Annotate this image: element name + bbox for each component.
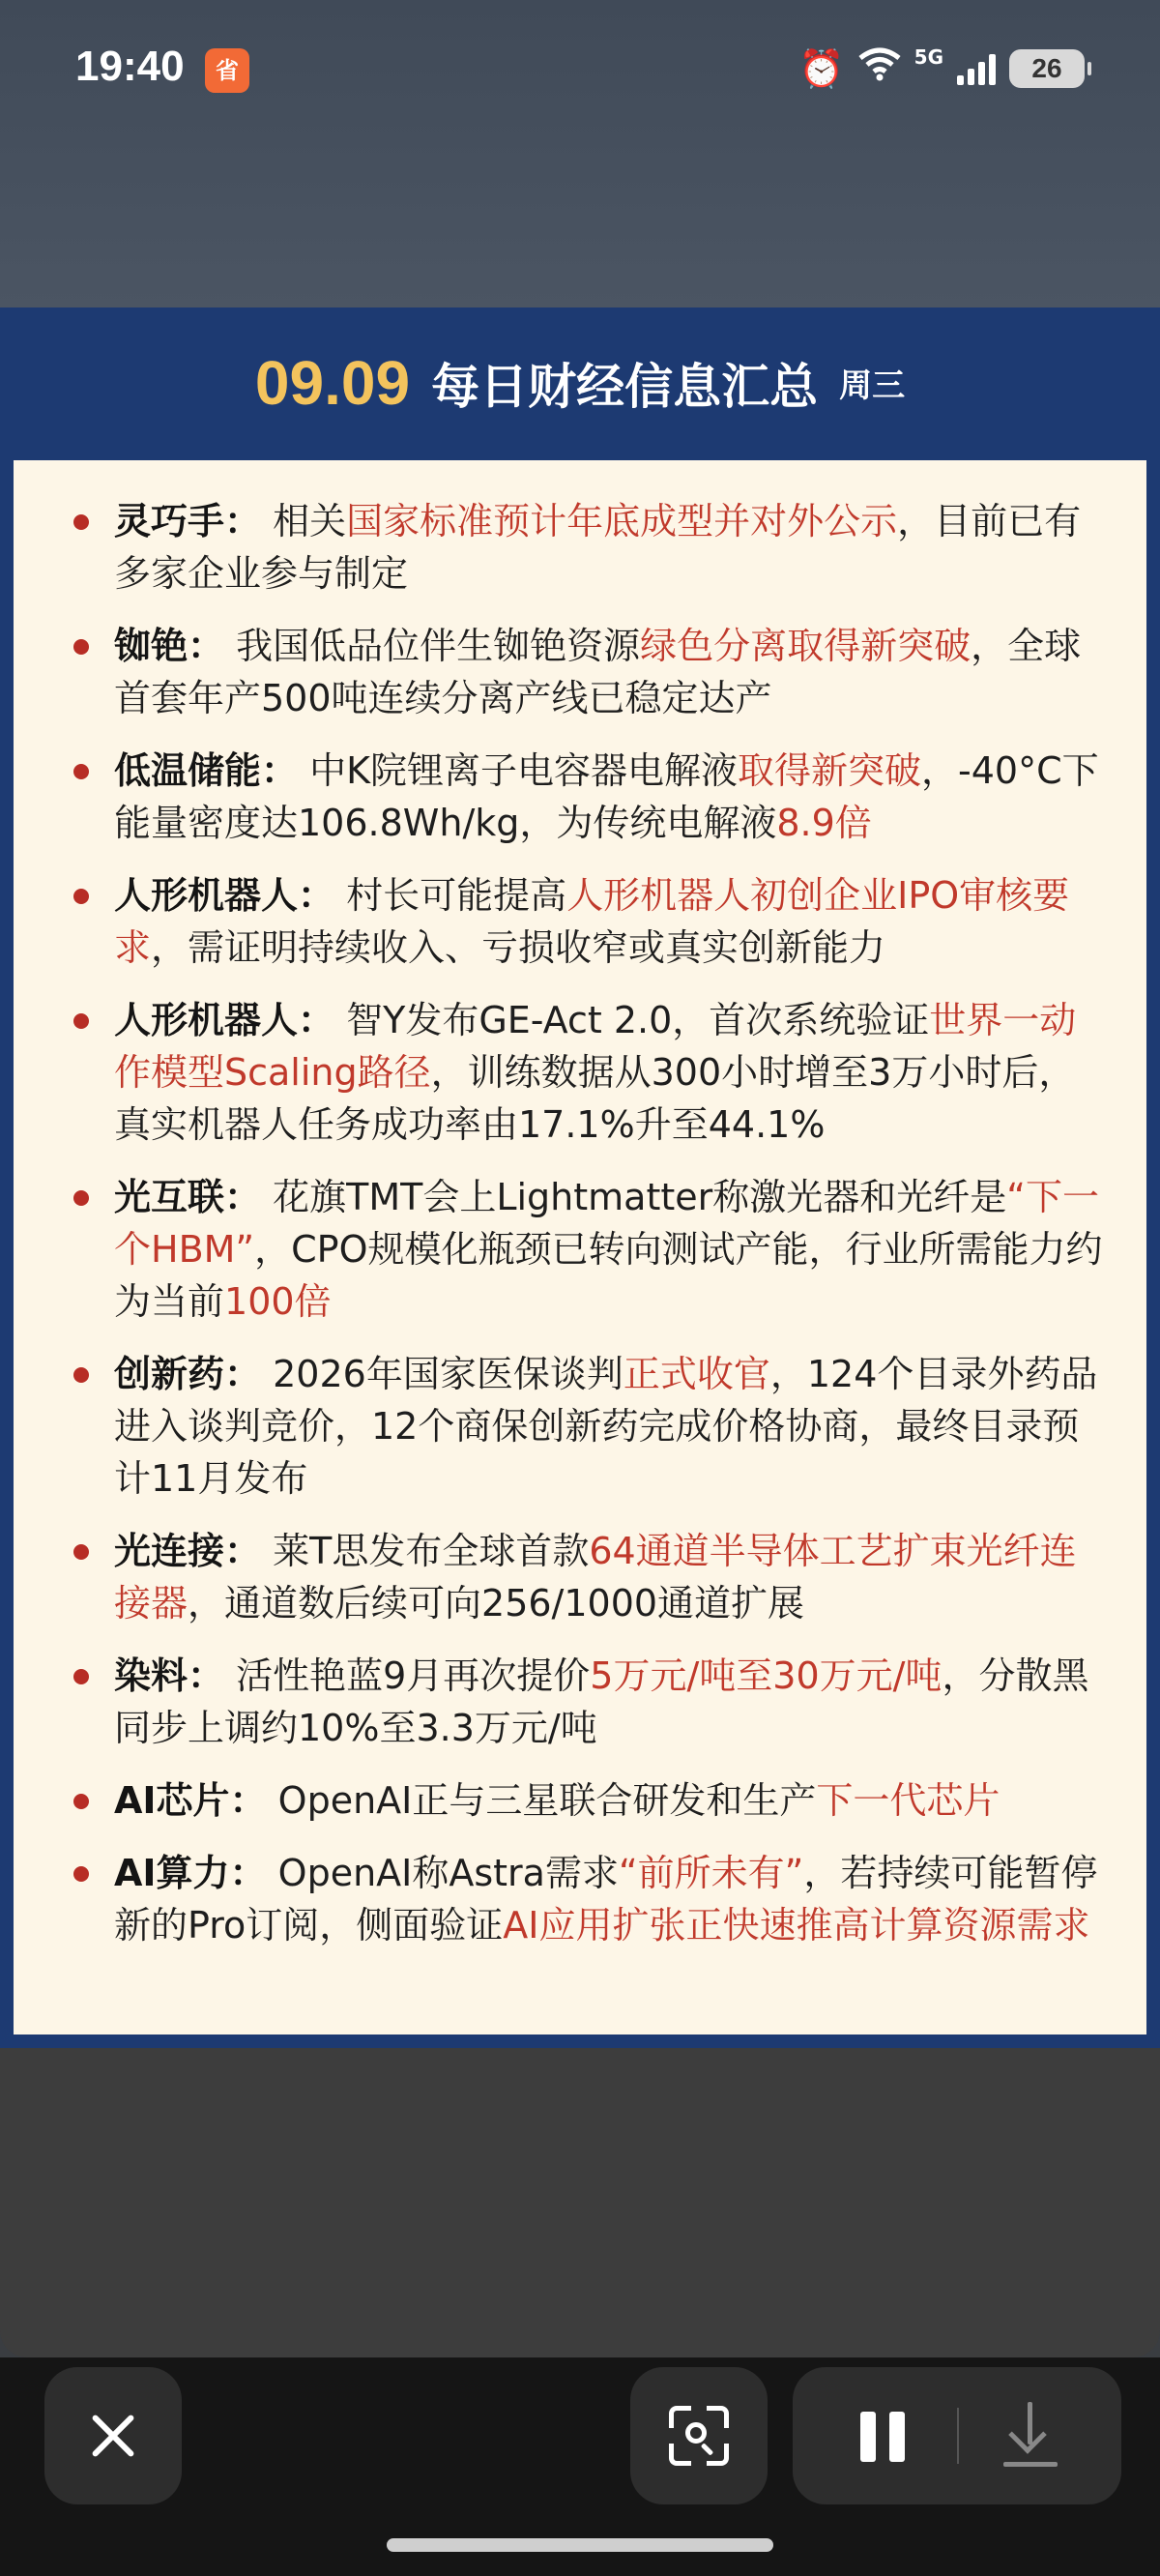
news-item-text: ，训练数据从300小时增至3万小时后，真实机器人任务成功率由17.1%升至44.1%: [114, 1051, 1076, 1146]
pause-icon[interactable]: [860, 2412, 909, 2462]
news-item: [68, 495, 1108, 600]
news-item-text: ，全球首套年产500吨连续分离产线已稳定达产: [114, 625, 1082, 719]
news-item-text: ，124个目录外药品进入谈判竞价，12个商保创新药完成价格协商，最终目录预计11月发布: [114, 1353, 1098, 1500]
news-item-highlight: 国家标准预计年底成型并对外公示: [346, 500, 898, 542]
news-item-highlight: “下一个HBM”: [114, 1176, 1099, 1271]
news-item: [68, 994, 1108, 1151]
viewer-background: [0, 2048, 1160, 2357]
bullet-icon: [73, 514, 89, 530]
poster-headline: 每日财经信息汇总: [431, 358, 819, 415]
bullet-icon: [73, 764, 89, 779]
news-item-text: ，需证明持续收入、亏损收窄或真实创新能力: [151, 926, 886, 969]
signal-icon: [957, 52, 996, 85]
news-item-label: 人形机器人：: [114, 874, 335, 917]
news-item-highlight: 世界一动作模型Scaling路径: [114, 999, 1077, 1094]
news-item-highlight: 100倍: [224, 1280, 332, 1323]
status-bar: [0, 0, 1160, 135]
news-item: [68, 1774, 1108, 1827]
news-item-label: 光连接：: [114, 1530, 262, 1572]
media-controls: [793, 2367, 1121, 2504]
news-item-highlight: 5万元/吨至30万元/吨: [590, 1654, 942, 1697]
news-item-label: 创新药：: [114, 1353, 262, 1395]
news-item: [68, 1525, 1108, 1629]
news-item-highlight: 取得新突破: [738, 749, 922, 792]
bullet-icon: [73, 1794, 89, 1809]
close-button[interactable]: [44, 2367, 182, 2504]
news-item-text: 智Y发布GE-Act 2.0，首次系统验证: [346, 999, 930, 1041]
scan-icon: [669, 2406, 729, 2466]
news-item-highlight: 64通道半导体工艺扩束光纤连接器: [114, 1530, 1077, 1625]
divider: [957, 2408, 959, 2464]
news-item-label: 光互联：: [114, 1176, 262, 1218]
bullet-icon: [73, 1669, 89, 1684]
news-item: [68, 869, 1108, 974]
news-item-highlight: AI应用扩张正快速推高计算资源需求: [503, 1904, 1090, 1947]
status-time: 19:40: [75, 43, 185, 90]
bullet-icon: [73, 889, 89, 904]
alarm-icon: ⏰: [798, 47, 845, 90]
home-indicator[interactable]: [387, 2538, 773, 2552]
news-item-label: AI芯片：: [114, 1779, 267, 1822]
news-item-label: 低温储能：: [114, 749, 299, 792]
news-item-text: 相关: [273, 500, 347, 542]
bullet-icon: [73, 1190, 89, 1206]
news-item-label: 灵巧手：: [114, 500, 262, 542]
news-item-label: 人形机器人：: [114, 999, 335, 1041]
news-item-label: AI算力：: [114, 1852, 267, 1894]
news-item-highlight: 8.9倍: [776, 802, 872, 844]
news-item: [68, 1171, 1108, 1328]
bullet-icon: [73, 1367, 89, 1383]
news-item-text: 我国低品位伴生铷铯资源: [236, 625, 641, 667]
news-item-text: 莱T思发布全球首款: [273, 1530, 590, 1572]
news-item-text: ，目前已有多家企业参与制定: [114, 500, 1082, 595]
news-poster-image: [0, 307, 1160, 2048]
bullet-icon: [73, 639, 89, 655]
status-icons: [798, 44, 1085, 93]
poster-date: 09.09: [254, 347, 411, 418]
news-item-label: 铷铯：: [114, 625, 225, 667]
news-item-highlight: 下一代芯片: [816, 1779, 1000, 1822]
bullet-icon: [73, 1013, 89, 1029]
news-item-highlight: 正式收官: [623, 1353, 770, 1395]
news-item: [68, 1847, 1108, 1951]
news-item-text: 村长可能提高: [346, 874, 567, 917]
news-item-text: ，通道数后续可向256/1000通道扩展: [188, 1582, 805, 1625]
news-item-text: OpenAI称Astra需求: [277, 1852, 619, 1894]
news-item-label: 染料：: [114, 1654, 225, 1697]
viewer-toolbar: [0, 2357, 1160, 2576]
poster-header: [0, 307, 1160, 457]
news-item-text: 活性艳蓝9月再次提价: [236, 1654, 591, 1697]
news-item-highlight: 绿色分离取得新突破: [640, 625, 972, 667]
network-type: 5G: [914, 45, 943, 69]
close-icon: [89, 2412, 137, 2460]
poster-weekday: 周三: [839, 366, 906, 405]
news-item-text: ，分散黑同步上调约10%至3.3万元/吨: [114, 1654, 1089, 1749]
scan-button[interactable]: [630, 2367, 768, 2504]
news-item-text: 2026年国家医保谈判: [273, 1353, 624, 1395]
download-icon[interactable]: [1000, 2402, 1061, 2470]
news-item: [68, 1348, 1108, 1505]
app-notification-icon: 省: [205, 48, 249, 93]
news-item-text: ，-40°C下能量密度达106.8Wh/kg，为传统电解液: [114, 749, 1099, 844]
news-card: [14, 460, 1146, 2034]
news-item-highlight: “前所未有”: [618, 1852, 804, 1894]
news-item-text: 花旗TMT会上Lightmatter称激光器和光纤是: [273, 1176, 1007, 1218]
news-item-text: ，若持续可能暂停新的Pro订阅，侧面验证: [114, 1852, 1098, 1947]
news-item: [68, 745, 1108, 849]
wifi-icon: [858, 44, 901, 93]
bullet-icon: [73, 1866, 89, 1882]
news-item: [68, 1650, 1108, 1754]
news-item-text: 中K院锂离子电容器电解液: [309, 749, 739, 792]
bullet-icon: [73, 1544, 89, 1560]
battery-icon: 26: [1009, 49, 1085, 88]
news-item-highlight: 人形机器人初创企业IPO审核要求: [114, 874, 1070, 969]
news-item-text: OpenAI正与三星联合研发和生产: [277, 1779, 817, 1822]
news-item-text: ，CPO规模化瓶颈已转向测试产能，行业所需能力约为当前: [114, 1228, 1103, 1323]
news-item: [68, 620, 1108, 724]
